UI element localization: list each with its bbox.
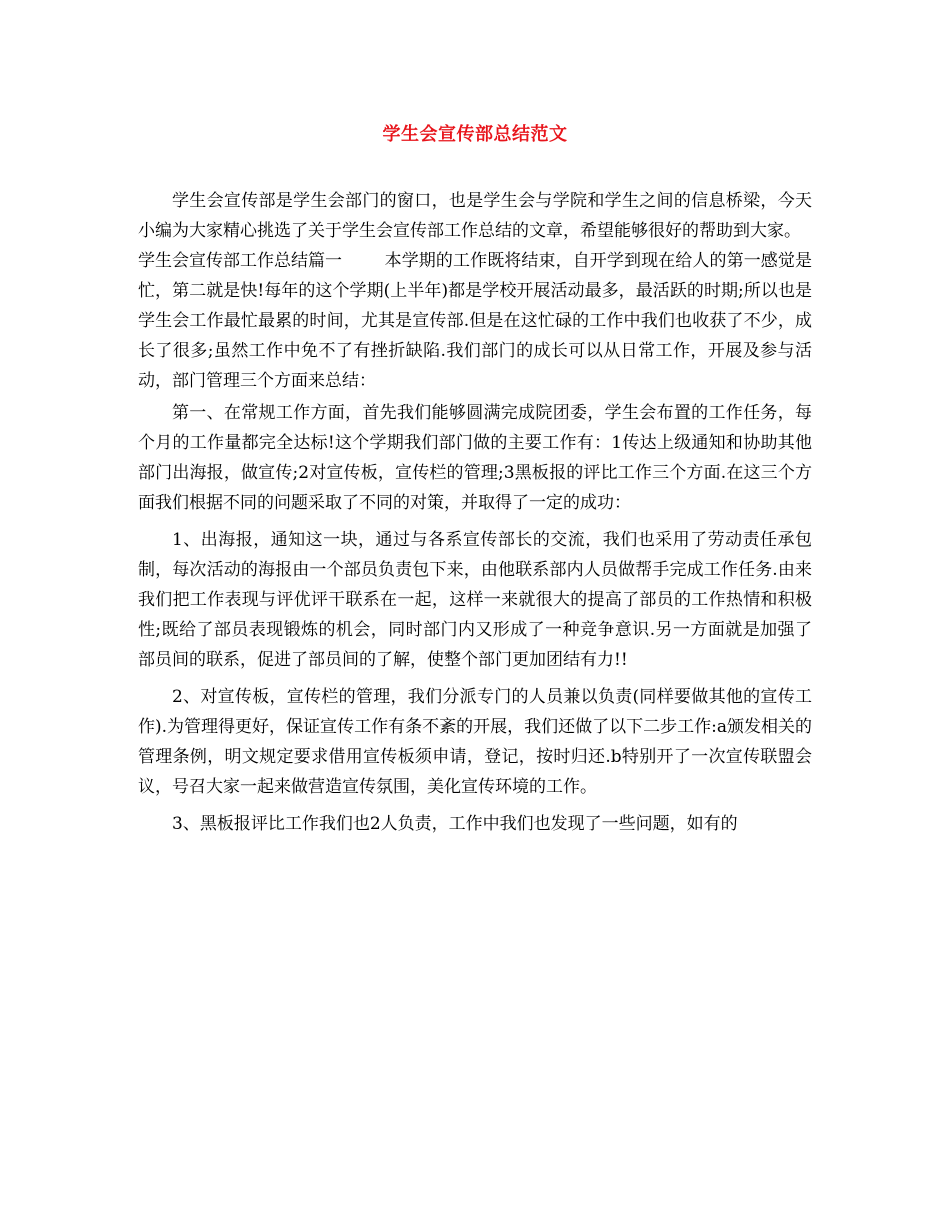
intro-paragraph: 学生会宣传部是学生会部门的窗口，也是学生会与学院和学生之间的信息桥梁，今天小编为大家精心挑选了关于学生会宣传部工作总结的文章，希望能够很好的帮助到大家。 xyxy=(138,191,812,241)
body-paragraph-1: 第一、在常规工作方面，首先我们能够圆满完成院团委，学生会布置的工作任务，每个月的工作量都完全达标!这个学期我们部门做的主要工作有：1传达上级通知和协助其他部门出海报，做宣传;2对宣传板，宣传栏的管理;3黑板报的评比工作三个方面.在这三个方面我们根据不同的问题采取了不同的对策，并取得了一定的成功： xyxy=(138,403,812,513)
body-paragraph-4: 3、黑板报评比工作我们也2人负责，工作中我们也发现了一些问题，如有的 xyxy=(172,814,738,834)
section-label: 学生会宣传部工作总结篇一 xyxy=(138,251,342,271)
document-title: 学生会宣传部总结范文 xyxy=(382,124,568,145)
body-paragraph-3: 2、对宣传板，宣传栏的管理，我们分派专门的人员兼以负责(同样要做其他的宣传工作).为管理得更好，保证宣传工作有条不紊的开展，我们还做了以下二步工作:a颁发相关的管理条例，明文规定要求借用宣传板须申请，登记，按时归还.b特别开了一次宣传联盟会议，号召大家一起来做营造宣传氛围，美化宣传环境的工作。 xyxy=(138,687,812,797)
body-paragraph-2: 1、出海报，通知这一块，通过与各系宣传部长的交流，我们也采用了劳动责任承包制，每次活动的海报由一个部员负责包下来，由他联系部内人员做帮手完成工作任务.由来我们把工作表现与评优评干联系在一起，这样一来就很大的提高了部员的工作热情和积极性;既给了部员表现锻炼的机会，同时部门内又形成了一种竞争意识.另一方面就是加强了部员间的联系，促进了部员间的了解，使整个部门更加团结有力!! xyxy=(138,530,812,670)
document-page xyxy=(138,118,812,839)
section-text: 本学期的工作既将结束，自开学到现在给人的第一感觉是忙，第二就是快!每年的这个学期(上半年)都是学校开展活动最多，最活跃的时期;所以也是学生会工作最忙最累的时间，尤其是宣传部.但是在这忙碌的工作中我们也收获了不少，成长了很多;虽然工作中免不了有挫折缺陷.我们部门的成长可以从日常工作，开展及参与活动，部门管理三个方面来总结： xyxy=(138,251,812,391)
section-paragraph xyxy=(138,246,812,396)
